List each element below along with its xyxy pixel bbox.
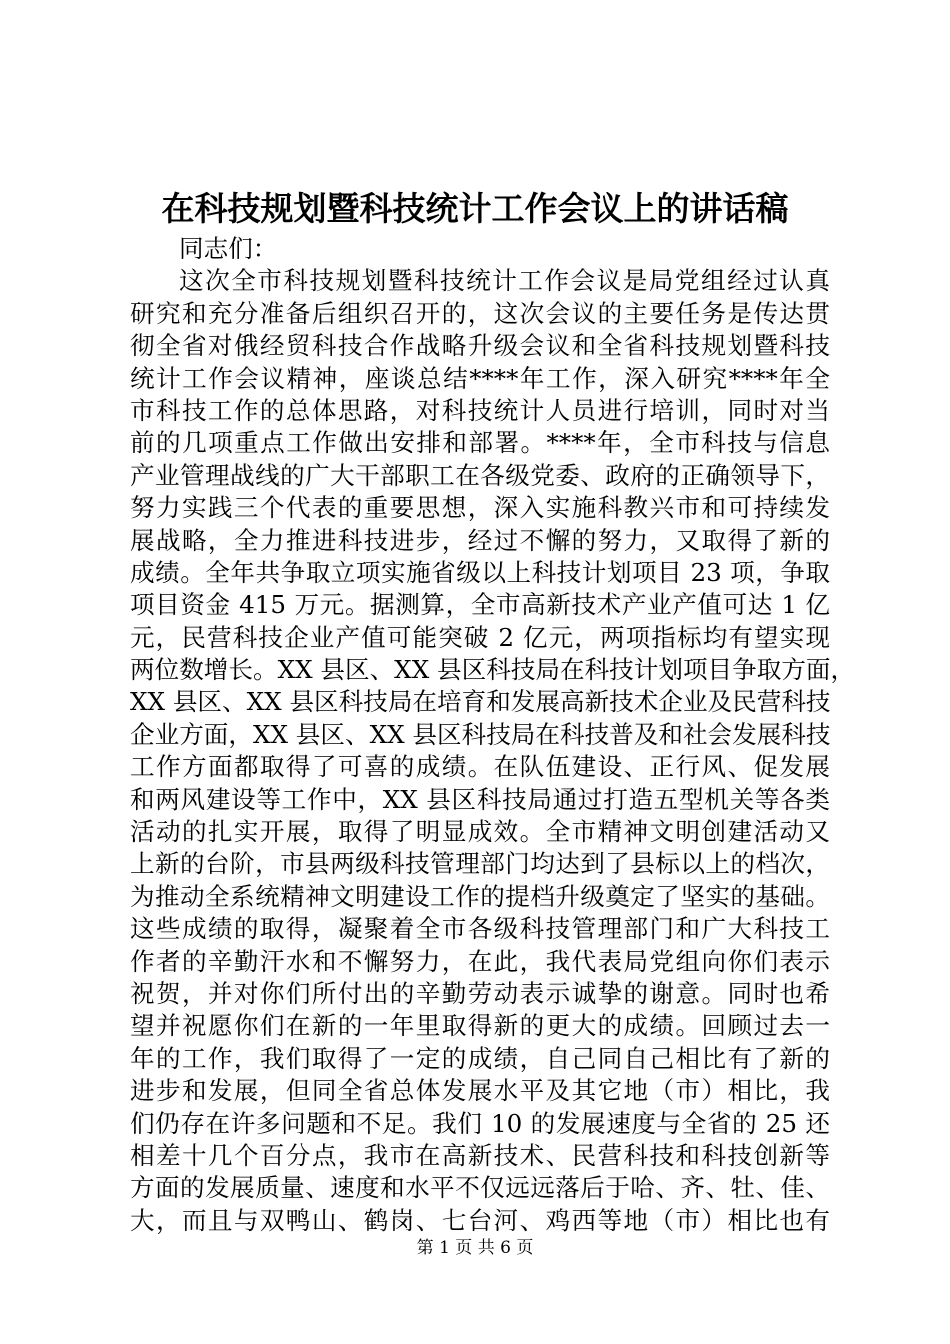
body-line: 望并祝愿你们在新的一年里取得新的更大的成绩。回顾过去一 bbox=[130, 1011, 830, 1041]
body-line: 成绩。全年共争取立项实施省级以上科技计划项目 23 项，争取 bbox=[130, 557, 830, 587]
body-line: 大，而且与双鸭山、鹤岗、七台河、鸡西等地（市）相比也有 bbox=[130, 1205, 830, 1235]
body-line: 研究和充分准备后组织召开的，这次会议的主要任务是传达贯 bbox=[130, 298, 830, 328]
body-line: 和两风建设等工作中，XX 县区科技局通过打造五型机关等各类 bbox=[130, 784, 830, 814]
document-body bbox=[130, 233, 856, 1237]
body-line: 年的工作，我们取得了一定的成绩，自己同自己相比有了新的 bbox=[130, 1043, 830, 1073]
body-line: 展战略，全力推进科技进步，经过不懈的努力，又取得了新的 bbox=[130, 525, 830, 555]
body-line: 进步和发展，但同全省总体发展水平及其它地（市）相比，我 bbox=[130, 1076, 830, 1106]
body-line: 相差十几个百分点，我市在高新技术、民营科技和科技创新等 bbox=[130, 1140, 830, 1170]
body-line: 两位数增长。XX 县区、XX 县区科技局在科技计划项目争取方面， bbox=[130, 655, 856, 685]
body-line: 彻全省对俄经贸科技合作战略升级会议和全省科技规划暨科技 bbox=[130, 331, 830, 361]
body-line: 企业方面，XX 县区、XX 县区科技局在科技普及和社会发展科技 bbox=[130, 719, 831, 749]
document-title: 在科技规划暨科技统计工作会议上的讲话稿 bbox=[161, 189, 789, 228]
body-line: 方面的发展质量、速度和水平不仅远远落后于哈、齐、牡、佳、 bbox=[130, 1173, 830, 1203]
body-line: XX 县区、XX 县区科技局在培育和发展高新技术企业及民营科技 bbox=[130, 687, 831, 717]
body-line: 这些成绩的取得，凝聚着全市各级科技管理部门和广大科技工 bbox=[130, 914, 830, 944]
body-line: 工作方面都取得了可喜的成绩。在队伍建设、正行风、促发展 bbox=[130, 752, 830, 782]
body-line: 元，民营科技企业产值可能突破 2 亿元，两项指标均有望实现 bbox=[130, 622, 830, 652]
body-line: 市科技工作的总体思路，对科技统计人员进行培训，同时对当 bbox=[130, 395, 830, 425]
body-line: 活动的扎实开展，取得了明显成效。全市精神文明创建活动又 bbox=[130, 817, 830, 847]
body-line: 产业管理战线的广大干部职工在各级党委、政府的正确领导下， bbox=[130, 460, 830, 490]
body-line: 作者的辛勤汗水和不懈努力，在此，我代表局党组向你们表示 bbox=[130, 946, 830, 976]
body-line: 祝贺，并对你们所付出的辛勤劳动表示诚挚的谢意。同时也希 bbox=[130, 978, 830, 1008]
body-line: 上新的台阶，市县两级科技管理部门均达到了县标以上的档次， bbox=[130, 849, 830, 879]
body-line: 项目资金 415 万元。据测算，全市高新技术产业产值可达 1 亿 bbox=[130, 590, 830, 620]
body-line: 统计工作会议精神，座谈总结****年工作，深入研究****年全 bbox=[130, 363, 830, 393]
body-line: 们仍存在许多问题和不足。我们 10 的发展速度与全省的 25 还 bbox=[130, 1108, 830, 1138]
salutation: 同志们： bbox=[179, 234, 278, 263]
body-line: 努力实践三个代表的重要思想，深入实施科教兴市和可持续发 bbox=[130, 493, 830, 523]
body-line: 为推动全系统精神文明建设工作的提档升级奠定了坚实的基础。 bbox=[130, 881, 830, 911]
body-line: 这次全市科技规划暨科技统计工作会议是局党组经过认真 bbox=[179, 266, 830, 296]
page-footer: 第 1 页 共 6 页 bbox=[416, 1238, 534, 1258]
body-line: 前的几项重点工作做出安排和部署。****年，全市科技与信息 bbox=[130, 428, 830, 458]
